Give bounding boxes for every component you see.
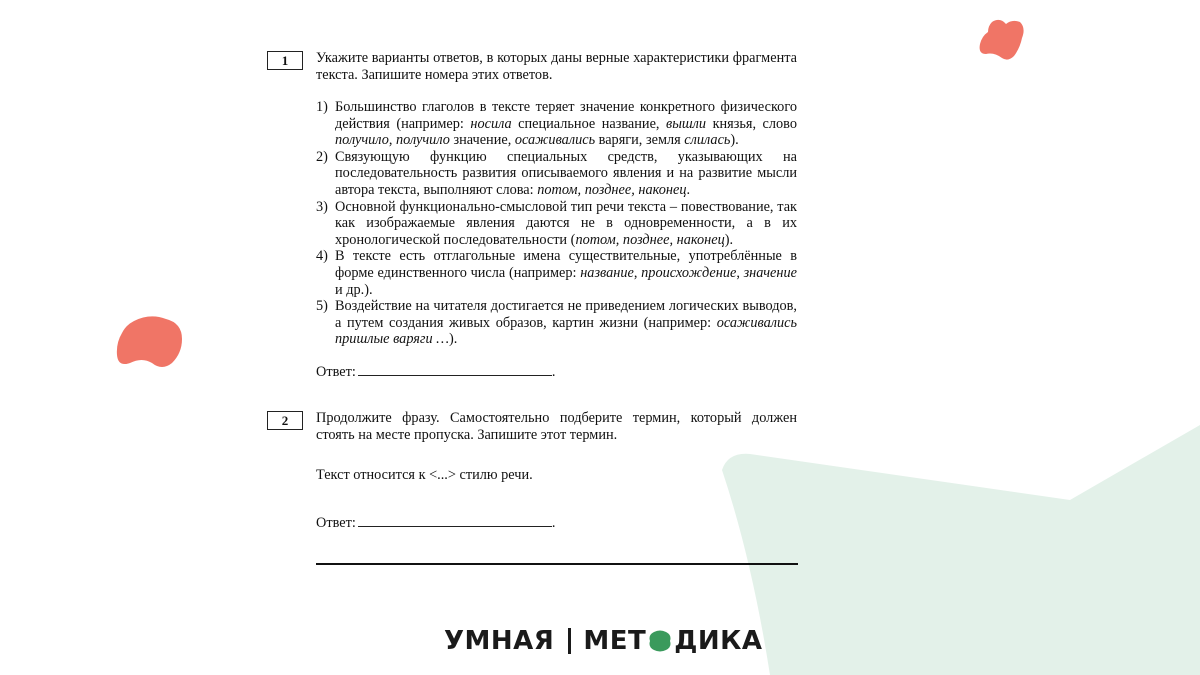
task-1-option [316, 248, 797, 298]
task-1-option [316, 298, 797, 348]
task-1-option [316, 199, 797, 249]
exam-page [267, 0, 799, 675]
task-1-answer-line[interactable] [358, 362, 552, 376]
italic-example: получило [335, 132, 389, 149]
option-text: Связующую функцию специальных средств, указывающих на последовательность развития описываемого явления и на развитие мысли автора текста, выполняют слова: [335, 148, 797, 198]
task-1-answer-label: Ответ: [316, 364, 356, 380]
logo-word-left: УМНАЯ [444, 626, 555, 656]
task-1-option-number: 4) [316, 248, 328, 265]
page-bottom-rule [316, 563, 798, 565]
logo-word-right-end: ДИКА [674, 626, 763, 656]
option-text: Основной функционально-смысловой тип речи текста – повествование, так как изображаемые явления даются не в одновременности, а в их хронологической последовательности ( [335, 198, 797, 248]
task-2-answer-label: Ответ: [316, 515, 356, 531]
option-text: , [633, 264, 642, 281]
option-text: ). [724, 231, 734, 248]
option-text: ). [730, 132, 739, 149]
task-1-answer-end: . [551, 364, 556, 380]
italic-example: осаживались [514, 132, 596, 149]
logo-separator [568, 628, 571, 654]
italic-example: потом, позднее, наконец [537, 181, 687, 198]
coral-blob-top-right [978, 18, 1026, 62]
option-text: князья, слово [706, 115, 797, 132]
italic-example: слилась [684, 132, 731, 149]
italic-example: происхождение [641, 264, 737, 281]
task-2-answer [316, 513, 555, 532]
task-1-option-number: 2) [316, 148, 328, 165]
task-1-answer [316, 362, 555, 381]
task-1-option-number: 1) [316, 99, 328, 115]
italic-example: получило [396, 132, 450, 149]
task-1-number-box: 1 [267, 51, 303, 70]
italic-example: значение [743, 264, 797, 281]
task-2-prompt: Продолжите фразу. Самостоятельно подберите термин, который должен стоять на месте пропуска. Запишите этот термин. [316, 410, 797, 443]
option-text: Воздействие на читателя достигается не приведением логических выводов, а путем создания живых образов, картин жизни (например: [335, 298, 797, 331]
logo-word-right-start: МЕТ [583, 626, 647, 656]
task-1-option [316, 99, 797, 149]
task-1-prompt: Укажите варианты ответов, в которых даны верные характеристики фрагмента текста. Запишите номера этих ответов. [316, 50, 797, 83]
green-blob-o-icon [648, 629, 672, 653]
task-2-sentence: Текст относится к <...> стилю речи. [316, 467, 533, 483]
italic-example: носила [470, 115, 512, 132]
option-text: , [388, 132, 397, 149]
option-text: и др.). [335, 281, 373, 298]
option-text: варяги, земля [595, 132, 685, 149]
option-text: В тексте есть отглагольные имена существительные, употреблённые в форме единственного числа (например: [335, 248, 797, 281]
task-2-number-box: 2 [267, 411, 303, 430]
italic-example: вышли [666, 115, 707, 132]
option-text: ). [448, 331, 458, 348]
coral-blob-left [116, 313, 184, 369]
option-text: специальное название, [511, 115, 666, 132]
option-text: . [686, 181, 691, 198]
task-2-answer-end: . [551, 515, 556, 531]
option-text: Большинство глаголов в тексте теряет значение конкретного физического действия (например: [335, 99, 797, 132]
task-1-options [316, 99, 797, 348]
italic-example: потом, позднее, наконец [575, 231, 725, 248]
italic-example: название [580, 264, 634, 281]
task-2-answer-line[interactable] [358, 513, 552, 527]
option-text: , [736, 264, 744, 281]
brand-logo [444, 624, 763, 658]
task-1-option [316, 149, 797, 199]
task-1-option-number: 5) [316, 298, 328, 315]
option-text: значение, [449, 132, 515, 149]
italic-example: осаживались пришлые варяги … [335, 314, 797, 348]
task-1-option-number: 3) [316, 198, 328, 215]
